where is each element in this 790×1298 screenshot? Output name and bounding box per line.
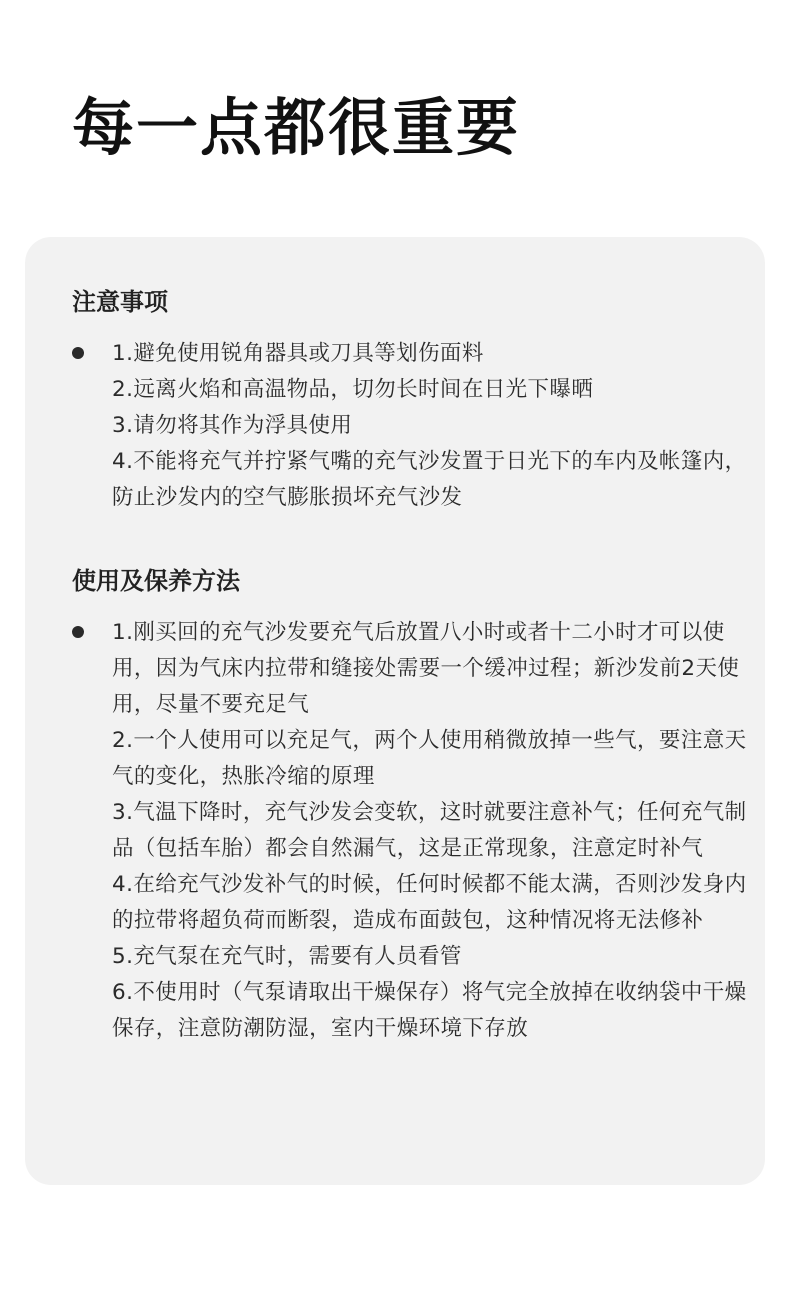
notes-section: [72, 285, 752, 516]
list-item: 1.避免使用锐角器具或刀具等划伤面料: [112, 341, 484, 366]
notes-section-title: 注意事项: [72, 288, 168, 316]
bullet-dot-icon: [72, 347, 84, 359]
list-item: 2.远离火焰和高温物品，切勿长时间在日光下曝晒: [112, 377, 594, 402]
bullet-dot-icon: [72, 626, 84, 638]
list-item: 4.不能将充气并拧紧气嘴的充气沙发置于日光下的车内及帐篷内，防止沙发内的空气膨胀损坏充气沙发: [112, 449, 747, 510]
list-item: 3.气温下降时，充气沙发会变软，这时就要注意补气；任何充气制品（包括车胎）都会自然漏气，这是正常现象，注意定时补气: [112, 800, 747, 861]
list-item: 2.一个人使用可以充足气，两个人使用稍微放掉一些气，要注意天气的变化，热胀冷缩的原理: [112, 728, 747, 789]
usage-section-title: 使用及保养方法: [72, 567, 240, 595]
page-title: 每一点都很重要: [72, 91, 521, 164]
list-item: 1.刚买回的充气沙发要充气后放置八小时或者十二小时才可以使用，因为气床内拉带和缝接处需要一个缓冲过程；新沙发前2天使用，尽量不要充足气: [112, 620, 740, 717]
list-item: 6.不使用时（气泵请取出干燥保存）将气完全放掉在收纳袋中干燥保存，注意防潮防湿，室内干燥环境下存放: [112, 980, 747, 1041]
notes-list: [72, 336, 752, 516]
list-item: 3.请勿将其作为浮具使用: [112, 413, 353, 438]
list-item: 4.在给充气沙发补气的时候，任何时候都不能太满，否则沙发身内的拉带将超负荷而断裂，造成布面鼓包，这种情况将无法修补: [112, 872, 747, 933]
usage-list: [72, 615, 752, 1047]
list-item: 5.充气泵在充气时，需要有人员看管: [112, 944, 462, 969]
info-card: [25, 237, 765, 1185]
usage-section: [72, 564, 752, 1047]
